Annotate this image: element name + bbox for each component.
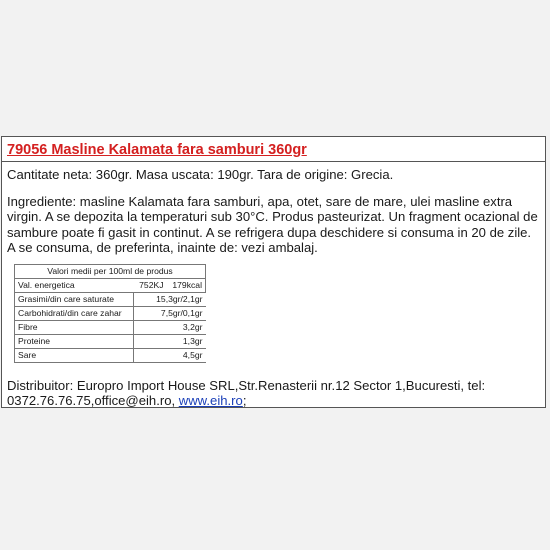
product-label-card [1,136,546,408]
nutrition-row-name: Fibre [15,321,134,335]
distributor-text [7,378,541,409]
nutrition-table [14,264,206,363]
nutrition-energy-name: Val. energetica [15,279,134,293]
distributor-website-link[interactable]: www.eih.ro [178,393,243,409]
nutrition-row-value: 3,2gr [134,321,206,335]
nutrition-row-name: Proteine [15,335,134,349]
nutrition-row-value: 4,5gr [134,349,206,363]
nutrition-row-value: 7,5gr/0,1gr [134,307,206,321]
title-divider [2,161,545,162]
nutrition-header: Valori medii per 100ml de produs [15,265,206,279]
nutrition-row-name: Sare [15,349,134,363]
nutrition-row-energy [15,279,206,293]
nutrition-row-value: 1,3gr [134,335,206,349]
nutrition-energy-kcal: 179kcal [167,279,206,293]
nutrition-row [15,307,206,321]
nutrition-row [15,349,206,363]
distributor-suffix: ; [242,393,247,409]
nutrition-row [15,335,206,349]
nutrition-row-name: Grasimi/din care saturate [15,293,134,307]
net-quantity-text: Cantitate neta: 360gr. Masa uscata: 190gr. Tara de origine: Grecia. [7,167,394,182]
nutrition-row [15,321,206,335]
distributor-details: Distribuitor: Europro Import House SRL,Str.Renasterii nr.12 Sector 1,Bucuresti, tel: 0372.76.76.75,office@eih.ro, [7,378,486,409]
nutrition-row [15,293,206,307]
nutrition-energy-kj: 752KJ [134,279,167,293]
nutrition-header-row [15,265,206,279]
nutrition-row-value: 15,3gr/2,1gr [134,293,206,307]
product-title: 79056 Masline Kalamata fara samburi 360gr [7,142,307,158]
nutrition-row-name: Carbohidrati/din care zahar [15,307,134,321]
ingredients-text: Ingrediente: masline Kalamata fara samburi, apa, otet, sare de mare, ulei masline extra virgin. A se depozita la temperaturi sub 30°C. Produs pasteurizat. Un fragment ocazional de sambure poate fi gasit in continut. A se refrigera dupa deschidere si consuma in 20 de zile. A se consuma, de preferinta, inainte de: vezi ambalaj. [7,194,538,256]
